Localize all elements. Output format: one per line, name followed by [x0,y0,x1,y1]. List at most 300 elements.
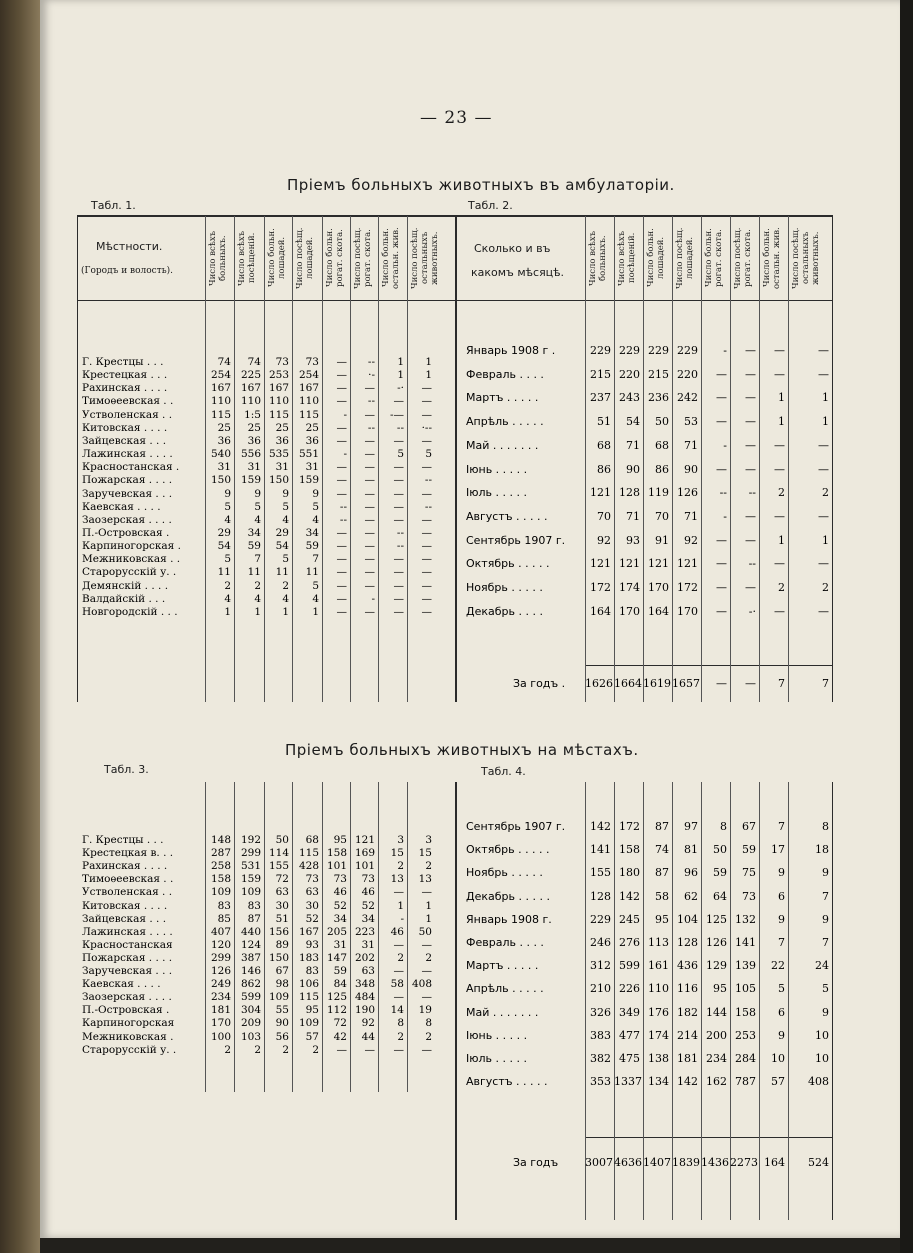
t4-cell: 50 [713,843,727,857]
t2-cell: — [774,557,785,571]
t1-cell: — [364,461,375,474]
t2-row [0,604,913,620]
t1-cell: -- [367,395,375,408]
page-number: — 23 — [420,108,493,128]
t4-row [0,1005,913,1021]
t2-cell: — [716,557,727,571]
t1-cell: 5 [312,500,319,513]
t3-cell: 83 [217,899,231,912]
t2-total-cell: 7 [822,677,829,690]
t4-cell: 253 [735,1028,756,1042]
t3-cell: 84 [333,978,347,991]
t2-cell: — [818,509,829,523]
t1-cell: -- [396,526,404,539]
t1-cell: 4 [254,513,261,526]
t4-cell: 62 [684,889,698,903]
t4-cell: 97 [684,820,698,833]
t2-cell: 86 [597,462,611,476]
t1-cell: 7 [312,553,319,566]
t1-cell: — [421,408,432,421]
t3-cell: — [336,1043,347,1056]
t1-col-header-4: Число посѣщ. лошадей. [295,227,315,289]
t4-cell: 125 [706,912,727,926]
t1-cell: 36 [275,434,289,447]
t4-cell: 353 [590,1075,611,1089]
t1-col-header-6: Число посѣщ. рогат. скота. [353,227,373,289]
t4-cell: 5 [778,982,785,996]
t2-cell: 53 [684,415,698,429]
t2-cell: — [818,367,829,381]
t4-cell: 234 [706,1052,727,1065]
t4-row-label: Май . . . . . . . [466,1005,539,1019]
t1-col-header-8: Число посѣщ. остальныхъ животныхъ. [410,227,440,289]
t4-cell: 9 [778,912,785,926]
t2-cell: — [745,509,756,523]
t3-cell: 100 [210,1030,231,1043]
t3-cell: — [393,938,404,951]
t2-cell: 68 [597,438,611,452]
t1-cell: — [364,474,375,487]
t2-cell: 121 [677,557,698,571]
t4-cell: 9 [778,1028,785,1042]
t1-cell: 551 [298,448,319,461]
t1-cell: — [336,369,347,382]
t1-cell: — [336,382,347,395]
t2-cell: - [723,344,727,357]
t4-cell: 142 [590,820,611,833]
t2-row [0,462,913,478]
t1-cell: — [364,579,375,592]
t4-cell: 436 [677,959,698,973]
t1-cell: — [364,566,375,579]
t1-cell: — [421,382,432,395]
t2-col-header-1: Сколько и въ [474,242,551,255]
t4-cell: 58 [655,889,669,903]
t1-cell: 29 [217,526,231,539]
t4-row [0,958,913,974]
t1-cell: -- [339,500,347,513]
t1-cell: 115 [298,408,319,421]
t2-row [0,343,913,359]
t4-cell: 6 [778,889,785,903]
t2-cell: 1 [822,415,829,429]
t1-cell: — [393,474,404,487]
t2-cell: 170 [619,604,640,618]
t2-col-header-8: Число посѣщ. остальныхъ животныхъ. [791,227,821,289]
t1-cell: 9 [224,487,231,500]
t2-total-row [0,676,913,692]
t1-cell: — [364,434,375,447]
t1-cell: — [393,553,404,566]
t2-cell: 215 [590,367,611,381]
t1-cell: -- [396,421,404,434]
t2-cell: 93 [626,533,640,547]
t1-cell: — [364,448,375,461]
t3-cell: 73 [333,873,347,886]
t3-row-label: Красностанская [82,938,173,951]
t4-row-label: Декабрь . . . . . [466,889,550,903]
t1-cell: 54 [275,540,289,553]
t3-cell: 67 [275,965,289,977]
t2-cell: 92 [684,533,698,547]
t3-cell: 2 [425,860,432,873]
t4-cell: 67 [742,820,756,833]
t3-cell: 15 [418,847,432,860]
t3-cell: 3 [425,834,432,846]
t4-cell: 144 [706,1005,727,1019]
t3-cell: 63 [305,886,319,899]
t3-row-label: Г. Крестцы . . . [82,834,164,846]
t2-cell: 54 [626,415,640,429]
t1-cell: 36 [247,434,261,447]
t3-cell: 115 [298,847,319,860]
t2-cell: - [723,438,727,452]
t3-cell: 83 [247,899,261,912]
t3-cell: 46 [390,925,404,938]
t4-cell: 787 [735,1075,756,1089]
t1-cell: — [336,592,347,605]
table2-label: Табл. 2. [468,199,513,212]
t4-cell: 81 [684,843,698,857]
t2-row-label: Сентябрь 1907 г. [466,533,566,547]
t2-cell: — [716,604,727,618]
t2-row [0,485,913,501]
t3-row-label: Китовская . . . . [82,899,168,912]
t3-cell: 34 [333,912,347,925]
t1-cell: 59 [305,540,319,553]
t1-cell: 7 [254,553,261,566]
t2-cell: 2 [778,581,785,594]
t4-row [0,819,913,835]
t1-cell: 59 [247,540,261,553]
t3-cell: — [421,991,432,1004]
t4-cell: 10 [815,1028,829,1042]
t2-cell: 170 [677,604,698,618]
t4-cell: 74 [655,843,669,857]
t3-cell: 181 [210,1004,231,1017]
t3-cell: 46 [361,886,375,899]
t3-cell: 15 [390,847,404,860]
t1-cell: - [343,448,347,461]
t1-row-label: Заручевская . . . [82,487,173,500]
t3-cell: 13 [390,873,404,886]
t4-cell: 161 [648,959,669,973]
t3-cell: 1 [425,912,432,925]
t1-cell: — [393,487,404,500]
t1-cell: 1 [224,605,231,618]
t1-cell: 31 [305,461,319,474]
t2-cell: — [716,367,727,381]
t1-cell: 535 [268,448,289,461]
t4-cell: 7 [822,936,829,949]
t2-cell: 2 [822,581,829,594]
t1-cell: 159 [240,474,261,487]
t4-row-label: Мартъ . . . . . [466,959,539,973]
t1-cell: 4 [224,592,231,605]
t2-cell: -- [748,557,756,571]
t1-cell: 254 [298,369,319,382]
t1-cell: — [421,434,432,447]
t1-cell: 36 [305,434,319,447]
t1-cell: — [336,579,347,592]
t3-cell: — [421,938,432,951]
t3-cell: 121 [354,834,375,846]
t4-cell: 200 [706,1028,727,1042]
t4-cell: 64 [713,889,727,903]
t4-cell: 1337 [614,1075,642,1089]
t2-cell: — [818,604,829,618]
t3-cell: 2 [282,1043,289,1056]
t1-cell: 25 [275,421,289,434]
t3-cell: 73 [361,873,375,886]
t3-row-label: Лажинская . . . . [82,925,173,938]
t3-cell: 1 [425,899,432,912]
t3-cell: 30 [305,899,319,912]
t3-cell: 90 [275,1017,289,1030]
t1-cell: — [336,605,347,618]
t4-cell: 229 [590,912,611,926]
t2-total-cell: 1619 [643,677,671,690]
t1-cell: — [364,540,375,553]
t4-row [0,865,913,881]
t2-row-label: Январь 1908 г . [466,344,556,357]
t3-cell: 19 [418,1004,432,1017]
t3-cell: 2 [312,1043,319,1056]
t4-row [0,981,913,997]
t1-cell: -- [367,356,375,368]
t3-cell: 124 [240,938,261,951]
table3-label: Табл. 3. [104,763,149,776]
t3-cell: 114 [268,847,289,860]
t3-cell: 169 [354,847,375,860]
t2-cell: 71 [684,509,698,523]
t1-row-label: Рахинская . . . . [82,382,168,395]
t3-cell: — [393,886,404,899]
t4-cell: 59 [713,866,727,880]
t1-cell: 74 [217,356,231,368]
t4-cell: 176 [648,1005,669,1019]
t1-cell: -- [424,500,432,513]
t4-cell: 110 [648,982,669,996]
t2-row-label: Апрѣль . . . . . [466,415,544,429]
t1-cell: 54 [217,540,231,553]
t1-row-label: Устволенская . . [82,408,173,421]
t1-cell: 167 [298,382,319,395]
t3-cell: 2 [397,1030,404,1043]
t3-cell: 531 [240,860,261,873]
t2-cell: 243 [619,391,640,405]
t4-cell: 9 [822,866,829,880]
t2-row [0,438,913,454]
t3-row-label: Карпиногорская [82,1017,175,1030]
t4-cell: 87 [655,866,669,880]
t3-cell: 158 [210,873,231,886]
t2-cell: 91 [655,533,669,547]
t3-row-label: П.-Островская . [82,1004,170,1017]
t2-cell: 237 [590,391,611,405]
t3-cell: — [421,965,432,977]
t4-cell: 104 [677,912,698,926]
t1-cell: — [336,434,347,447]
t4-cell: 141 [590,843,611,857]
t3-cell: 68 [305,834,319,846]
t3-cell: 109 [210,886,231,899]
t2-total-cell: 1657 [672,677,700,690]
t4-row-label: Январь 1908 г. [466,912,552,926]
t2-cell: — [716,462,727,476]
t2-cell: 90 [684,462,698,476]
t4-cell: 18 [815,843,829,857]
t2-cell: — [716,533,727,547]
t2-col-header-1: Число всѣхъ больныхъ. [588,230,608,286]
t2-total-cell: — [745,677,756,690]
table1-label: Табл. 1. [91,199,136,212]
t4-cell: 349 [619,1005,640,1019]
t1-col-subheader: (Городъ и волость). [81,266,173,276]
t4-cell: 181 [677,1052,698,1065]
t4-cell: 134 [648,1075,669,1089]
t3-cell: 46 [333,886,347,899]
t3-cell: 59 [333,965,347,977]
t3-cell: 106 [298,978,319,991]
t1-col-header-1: Число всѣхъ больныхъ. [208,230,228,286]
t1-cell: ·- [368,369,375,382]
t1-cell: — [393,605,404,618]
t2-cell: 1 [778,533,785,547]
t1-cell: 5 [425,448,432,461]
t3-cell: 98 [275,978,289,991]
t2-total-cell: 1626 [585,677,613,690]
t4-cell: 8 [720,820,727,833]
title-ambulatory: Пріемъ больныхъ животныхъ въ амбулаторіи. [287,176,675,194]
t2-cell: 242 [677,391,698,405]
t4-cell: 226 [619,982,640,996]
t1-cell: — [421,579,432,592]
t3-cell: 287 [210,847,231,860]
t2-cell: 71 [626,509,640,523]
t3-cell: 101 [326,860,347,873]
t2-cell: — [745,462,756,476]
t1-cell: — [393,395,404,408]
t3-row-label: Рахинская . . . . [82,860,168,873]
t3-cell: 155 [268,860,289,873]
t1-cell: 4 [282,592,289,605]
t1-cell: 556 [240,448,261,461]
t2-col-header-2: Число всѣхъ посѣщеній. [617,230,637,286]
t4-total-cell: 1436 [701,1156,729,1169]
t2-cell: 71 [626,438,640,452]
t4-total-cell: 1407 [643,1156,671,1169]
t1-col-header-3: Число больн. лошадей. [267,228,287,288]
t2-cell: 68 [655,438,669,452]
t1-row-label: Старорусскій у. . [82,566,177,579]
t3-cell: 202 [354,951,375,964]
t4-cell: 9 [778,866,785,880]
t2-cell: 220 [619,367,640,381]
t4-cell: 174 [648,1028,669,1042]
t3-cell: 92 [361,1017,375,1030]
t1-cell: 11 [217,566,231,579]
t2-cell: 215 [648,367,669,381]
t4-cell: 24 [815,959,829,973]
t3-cell: 57 [305,1030,319,1043]
t1-cell: 110 [268,395,289,408]
t2-cell: — [716,581,727,594]
t3-cell: 348 [354,978,375,991]
t1-cell: -- [424,474,432,487]
t1-cell: 25 [247,421,261,434]
t1-cell: — [393,500,404,513]
t3-cell: 63 [361,965,375,977]
t1-cell: 1 [425,356,432,368]
t1-cell: 31 [275,461,289,474]
t3-cell: 209 [240,1017,261,1030]
t3-cell: — [393,1043,404,1056]
t1-cell: 5 [224,500,231,513]
t4-cell: 214 [677,1028,698,1042]
t3-cell: 83 [305,965,319,977]
t4-cell: 87 [655,820,669,833]
t3-cell: 72 [333,1017,347,1030]
t4-cell: 113 [648,936,669,949]
t2-cell: 229 [677,344,698,357]
t3-row-label: Крестецкая в. . . [82,847,174,860]
t1-cell: 73 [275,356,289,368]
t2-cell: 121 [590,486,611,500]
t1-cell: — [421,605,432,618]
t4-total-row [0,1155,913,1171]
t3-cell: 87 [247,912,261,925]
t2-total-row-label: За годъ . [513,677,566,690]
t1-cell: — [421,566,432,579]
t1-cell: — [393,513,404,526]
t2-cell: 70 [655,509,669,523]
t1-cell: 110 [210,395,231,408]
t4-cell: 142 [677,1075,698,1089]
t1-col-header-7: Число больн. остальн. жив. [381,227,401,289]
t4-cell: 141 [735,936,756,949]
t1-cell: — [421,526,432,539]
t1-cell: 9 [254,487,261,500]
t1-cell: — [364,526,375,539]
t1-cell: — [421,461,432,474]
t4-total-cell: 524 [808,1156,829,1169]
t4-cell: 95 [713,982,727,996]
t3-cell: 50 [275,834,289,846]
t2-cell: 229 [590,344,611,357]
t1-cell: — [336,356,347,368]
t1-cell: 110 [298,395,319,408]
t2-row [0,533,913,549]
t1-cell: -- [367,421,375,434]
t2-cell: 172 [677,581,698,594]
t2-cell: 220 [677,367,698,381]
t4-row-label: Апрѣль . . . . . [466,982,544,996]
t3-cell: 85 [217,912,231,925]
t3-cell: 428 [298,860,319,873]
t2-cell: -- [719,486,727,500]
t1-col-header-5: Число больн. рогат. скота. [325,228,345,288]
t4-total-cell: 3007 [585,1156,613,1169]
t1-cell: 115 [210,408,231,421]
t3-cell: 146 [240,965,261,977]
t4-cell: 172 [619,820,640,833]
t3-cell: 109 [298,1017,319,1030]
t3-cell: 89 [275,938,289,951]
t3-cell: 2 [254,1043,261,1056]
t4-row-label: Іюль . . . . . [466,1052,527,1065]
t3-cell: 170 [210,1017,231,1030]
